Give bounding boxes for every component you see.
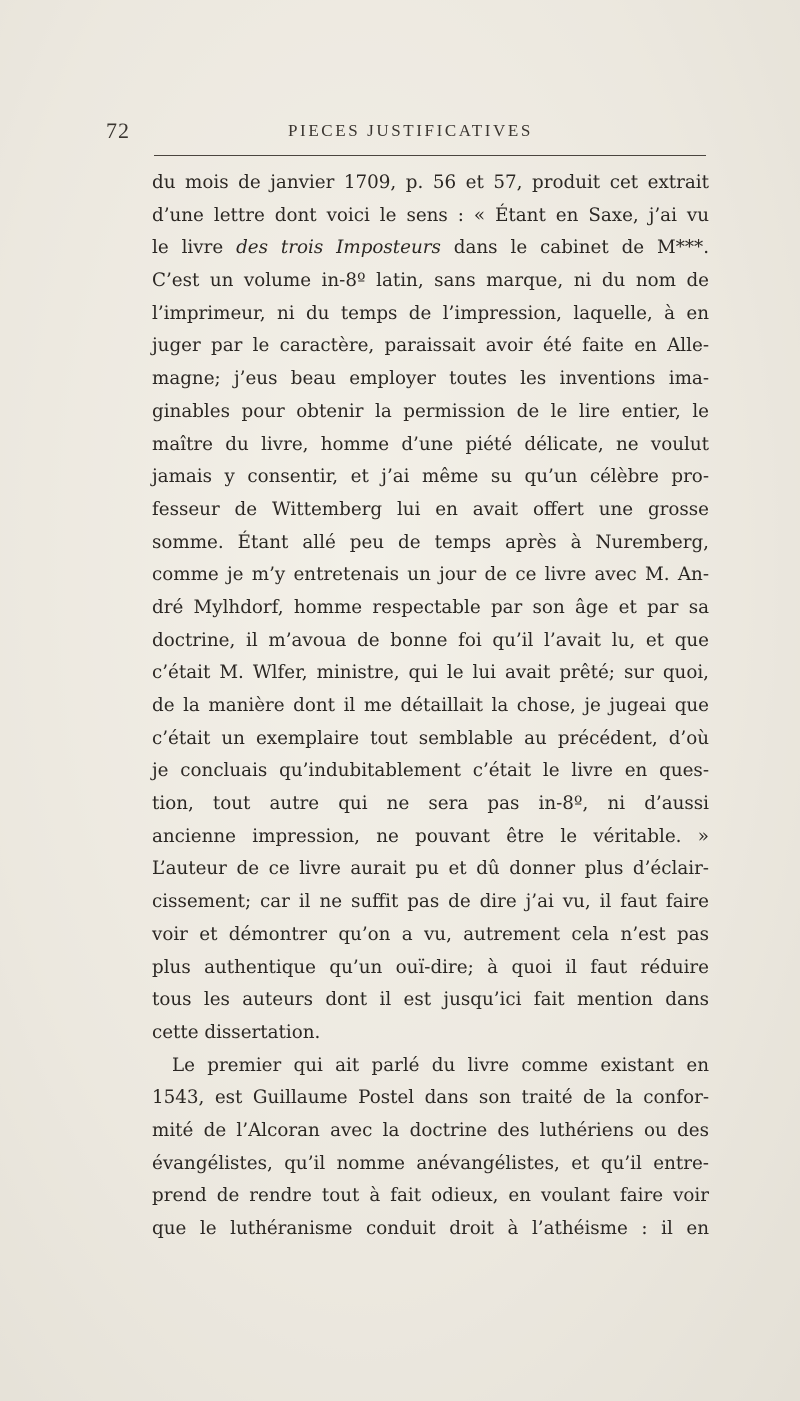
text-line: ancienne impression, ne pouvant être le véritable. » xyxy=(152,825,709,847)
text-line: voir et démontrer qu’on a vu, autrement cela n’est pas xyxy=(152,923,709,945)
text-line: que le luthéranisme conduit droit à l’athéisme : il en xyxy=(152,1218,709,1239)
text-line: fesseur de Wittemberg lui en avait offert une grosse xyxy=(152,498,709,520)
text-line: somme. Étant allé peu de temps après à Nuremberg, xyxy=(152,531,709,553)
text-line: doctrine, il m’avoua de bonne foi qu’il l’avait lu, et que xyxy=(152,629,709,651)
text-line: cette dissertation. xyxy=(152,1021,321,1043)
text-line: c’était un exemplaire tout semblable au précédent, d’où xyxy=(152,727,709,749)
text-line: tous les auteurs dont il est jusqu’ici fait mention dans xyxy=(152,989,709,1011)
text-line: C’est un volume in-8º latin, sans marque, ni du nom de xyxy=(152,270,709,292)
text-line: maître du livre, homme d’une piété délicate, ne voulut xyxy=(152,433,709,455)
header-rule xyxy=(154,155,706,156)
text-line: ginables pour obtenir la permission de le lire entier, le xyxy=(152,400,709,422)
text-line: du mois de janvier 1709, p. 56 et 57, produit cet extrait xyxy=(152,172,709,193)
text-line: le livre des trois Imposteurs dans le cabinet de M***. xyxy=(152,237,709,259)
text-line: évangélistes, qu’il nomme anévangélistes, et qu’il entre- xyxy=(152,1152,709,1174)
text-line: plus authentique qu’un ouï-dire; à quoi il faut réduire xyxy=(152,956,709,978)
text-line: cissement; car il ne suffit pas de dire j’ai vu, il faut faire xyxy=(152,891,709,913)
text-line: juger par le caractère, paraissait avoir été faite en Alle- xyxy=(152,335,709,357)
text-line: dré Mylhdorf, homme respectable par son âge et par sa xyxy=(152,596,709,618)
text-line: prend de rendre tout à fait odieux, en voulant faire voir xyxy=(152,1185,709,1207)
italic-title: des trois Imposteurs xyxy=(236,237,441,259)
text-line: tion, tout autre qui ne sera pas in-8º, ni d’aussi xyxy=(152,793,709,815)
text-line: comme je m’y entretenais un jour de ce livre avec M. An- xyxy=(152,564,709,586)
text-line: mité de l’Alcoran avec la doctrine des luthériens ou des xyxy=(152,1119,709,1141)
text-line: d’une lettre dont voici le sens : « Étant en Saxe, j’ai vu xyxy=(152,204,709,226)
text-line: magne; j’eus beau employer toutes les inventions ima- xyxy=(152,368,709,390)
text-line: de la manière dont il me détaillait la chose, je jugeai que xyxy=(152,695,709,716)
text-line: Le premier qui ait parlé du livre comme existant en xyxy=(172,1054,709,1076)
text-line: L’auteur de ce livre aurait pu et dû donner plus d’éclair- xyxy=(152,858,709,880)
running-head: PIECES JUSTIFICATIVES xyxy=(288,121,533,140)
body-text xyxy=(152,167,709,1246)
text-line: l’imprimeur, ni du temps de l’impression, laquelle, à en xyxy=(152,302,709,324)
text-line: jamais y consentir, et j’ai même su qu’un célèbre pro- xyxy=(152,466,709,488)
text-line: je concluais qu’indubitablement c’était le livre en ques- xyxy=(152,760,709,782)
text-line: 1543, est Guillaume Postel dans son traité de la confor- xyxy=(152,1087,709,1109)
page-header xyxy=(106,118,706,148)
page-number: 72 xyxy=(106,118,130,143)
text-line: c’était M. Wlfer, ministre, qui le lui avait prêté; sur quoi, xyxy=(152,662,709,684)
